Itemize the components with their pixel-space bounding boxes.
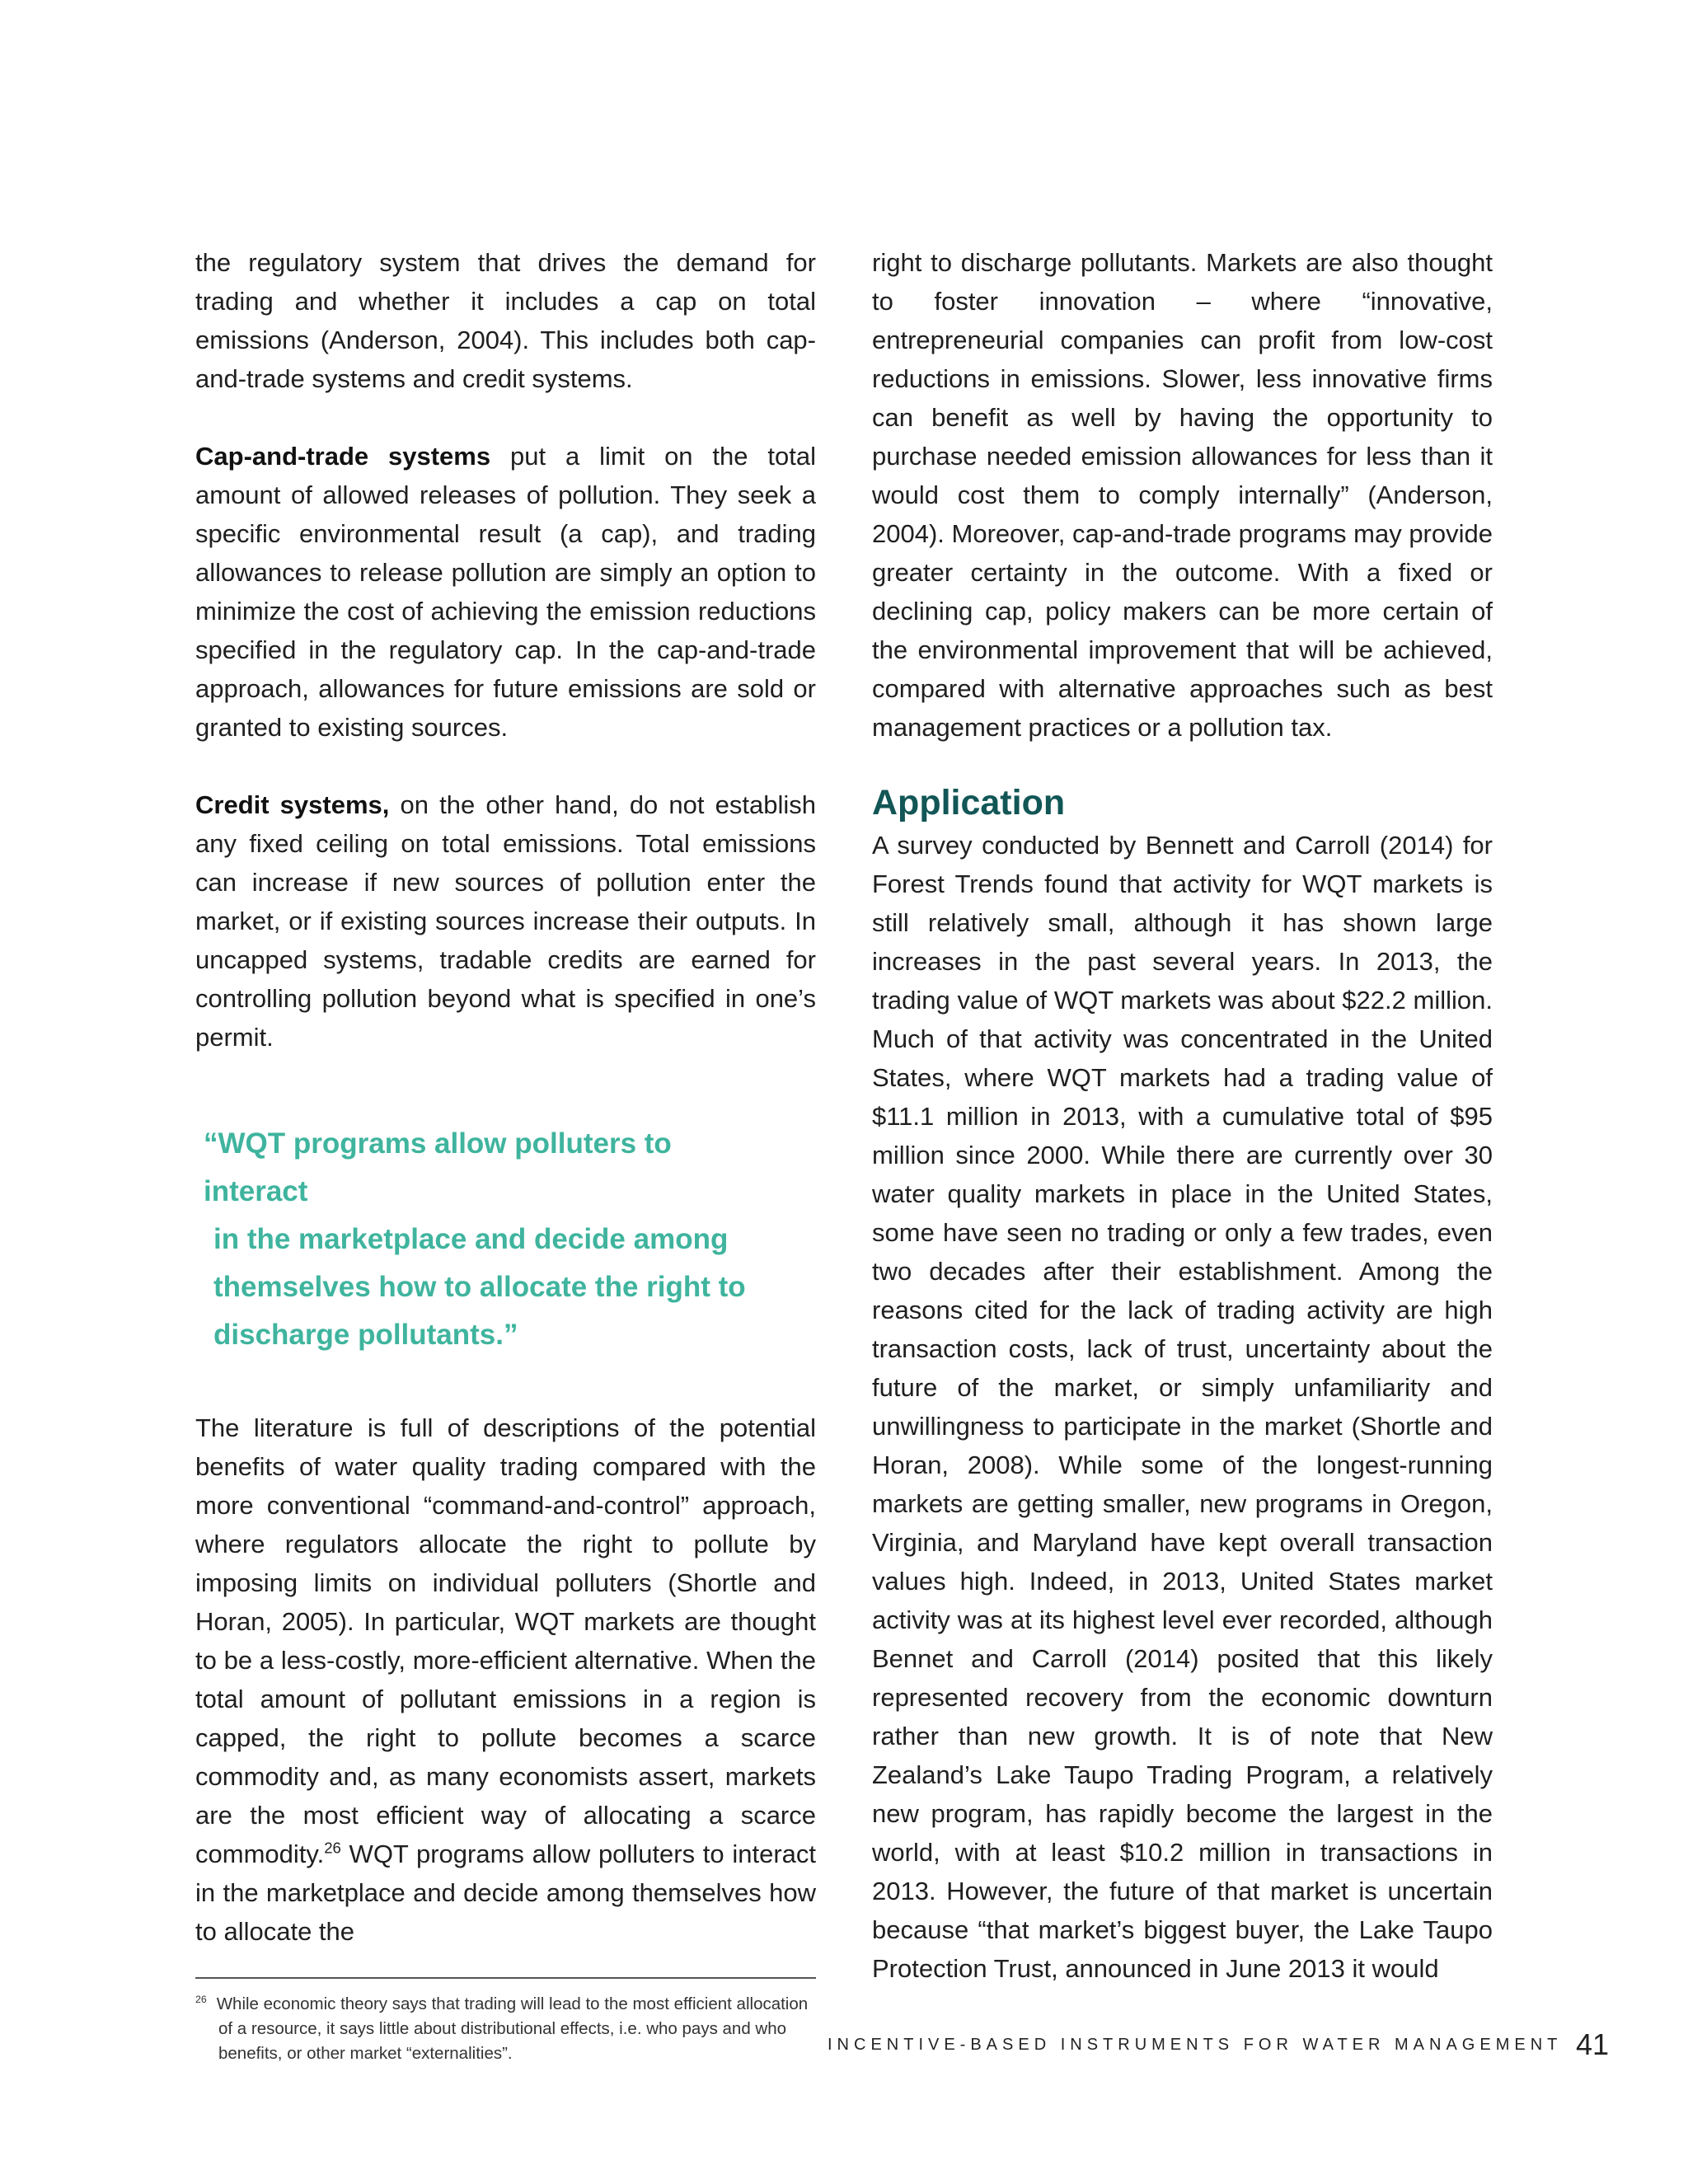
paragraph-regulatory-system: the regulatory system that drives the demand for trading and whether it includes a cap on total emissions (Anderson, 2004). This includes both cap-and-trade systems and credit systems. xyxy=(195,248,816,393)
literature-text-part1: The literature is full of descriptions of the potential benefits of water quality trading compared with the more conventional “command-and-control” approach, where regulators allocate the right to pollute by imposing limits on individual polluters (Shortle and Horan, 2005). In particular, WQT markets are thought to be a less-costly, more-efficient alternative. When the total amount of pollutant emissions in a region is capped, the right to pollute becomes a scarce commodity and, as many economists assert, markets are the most efficient way of allocating a scarce commodity. xyxy=(195,1413,816,1868)
running-footer-title: INCENTIVE-BASED INSTRUMENTS FOR WATER MANAGEMENT xyxy=(828,2036,1563,2054)
section-heading-application: Application xyxy=(872,783,1066,823)
term-cap-and-trade: Cap-and-trade systems xyxy=(195,442,491,471)
right-column xyxy=(872,243,1493,1988)
cap-and-trade-text: put a limit on the total amount of allowed releases of pollution. They seek a specific environmental result (a cap), and trading allowances to release pollution are simply an option to minimize the cost of achieving the emission reductions specified in the regulatory cap. In the cap-and-trade approach, allowances for future emissions are sold or granted to existing sources. xyxy=(195,442,816,742)
paragraph-literature xyxy=(195,1408,816,1951)
pull-quote-line: “WQT programs allow polluters to interact xyxy=(204,1127,672,1207)
paragraph-right-to-discharge: right to discharge pollutants. Markets are also thought to foster innovation – where “innovative, entrepreneurial companies can profit from low-cost reductions in emissions. Slower, less innovative firms can benefit as well by having the opportunity to purchase needed emission allowances for less than it would cost them to comply internally” (Anderson, 2004). Moreover, cap-and-trade programs may provide greater certainty in the outcome. With a fixed or declining cap, policy makers can be more certain of the environmental improvement that will be achieved, compared with alternative approaches such as best management practices or a pollution tax. xyxy=(872,248,1493,742)
term-credit-systems: Credit systems, xyxy=(195,790,390,819)
pull-quote xyxy=(204,1120,781,1359)
paragraph-application-survey: A survey conducted by Bennett and Carroll (2014) for Forest Trends found that activity for WQT markets is still relatively small, although it has shown large increases in the past several years. In 2013, the trading value of WQT markets was about $22.2 million. Much of that activity was concentrated in the United States, where WQT markets had a trading value of $11.1 million in 2013, with a cumulative total of $95 million since 2000. While there are currently over 30 water quality markets in place in the United States, some have seen no trading or only a few trades, even two decades after their establishment. Among the reasons cited for the lack of trading activity are high transaction costs, lack of trust, uncertainty about the future of the market, or simply unfamiliarity and unwillingness to participate in the market (Shortle and Horan, 2008). While some of the longest-running markets are getting smaller, new programs in Oregon, Virginia, and Maryland have kept overall transaction values high. Indeed, in 2013, United States market activity was at its highest level ever recorded, although Bennet and Carroll (2014) posited that this likely represented recovery from the economic downturn rather than new growth. It is of note that New Zealand’s Lake Taupo Trading Program, a relatively new program, has rapidly become the largest in the world, with at least $10.2 million in transactions in 2013. However, the future of that market is uncertain because “that market’s biggest buyer, the Lake Taupo Protection Trust, announced in June 2013 it would xyxy=(872,831,1493,1983)
pull-quote-line: in the marketplace and decide among xyxy=(213,1223,729,1255)
paragraph-credit-systems xyxy=(195,785,816,1057)
literature-text-part2: WQT programs allow polluters to interact in the marketplace and decide among themselves how to allocate the xyxy=(195,1840,816,1946)
page-number: 41 xyxy=(1576,2027,1610,2061)
left-column xyxy=(195,243,816,2066)
footnote-text: While economic theory says that trading will lead to the most efficient allocation of a resource, it says little about distributional effects, i.e. who pays and who benefits, or other market “externalities”. xyxy=(216,1994,809,2063)
footnote-number: 26 xyxy=(195,1993,207,2005)
pull-quote-line: discharge pollutants.” xyxy=(213,1319,518,1351)
pull-quote-line: themselves how to allocate the right to xyxy=(213,1271,746,1303)
credit-systems-text: on the other hand, do not establish any fixed ceiling on total emissions. Total emissions can increase if new sources of pollution enter the market, or if existing sources increase their outputs. In uncapped systems, tradable credits are earned for controlling pollution beyond what is specified in one’s permit. xyxy=(195,790,816,1052)
footnote-reference[interactable]: 26 xyxy=(324,1839,341,1857)
footnote xyxy=(195,1992,816,2066)
paragraph-cap-and-trade xyxy=(195,437,816,747)
footnote-divider xyxy=(195,1977,816,1979)
